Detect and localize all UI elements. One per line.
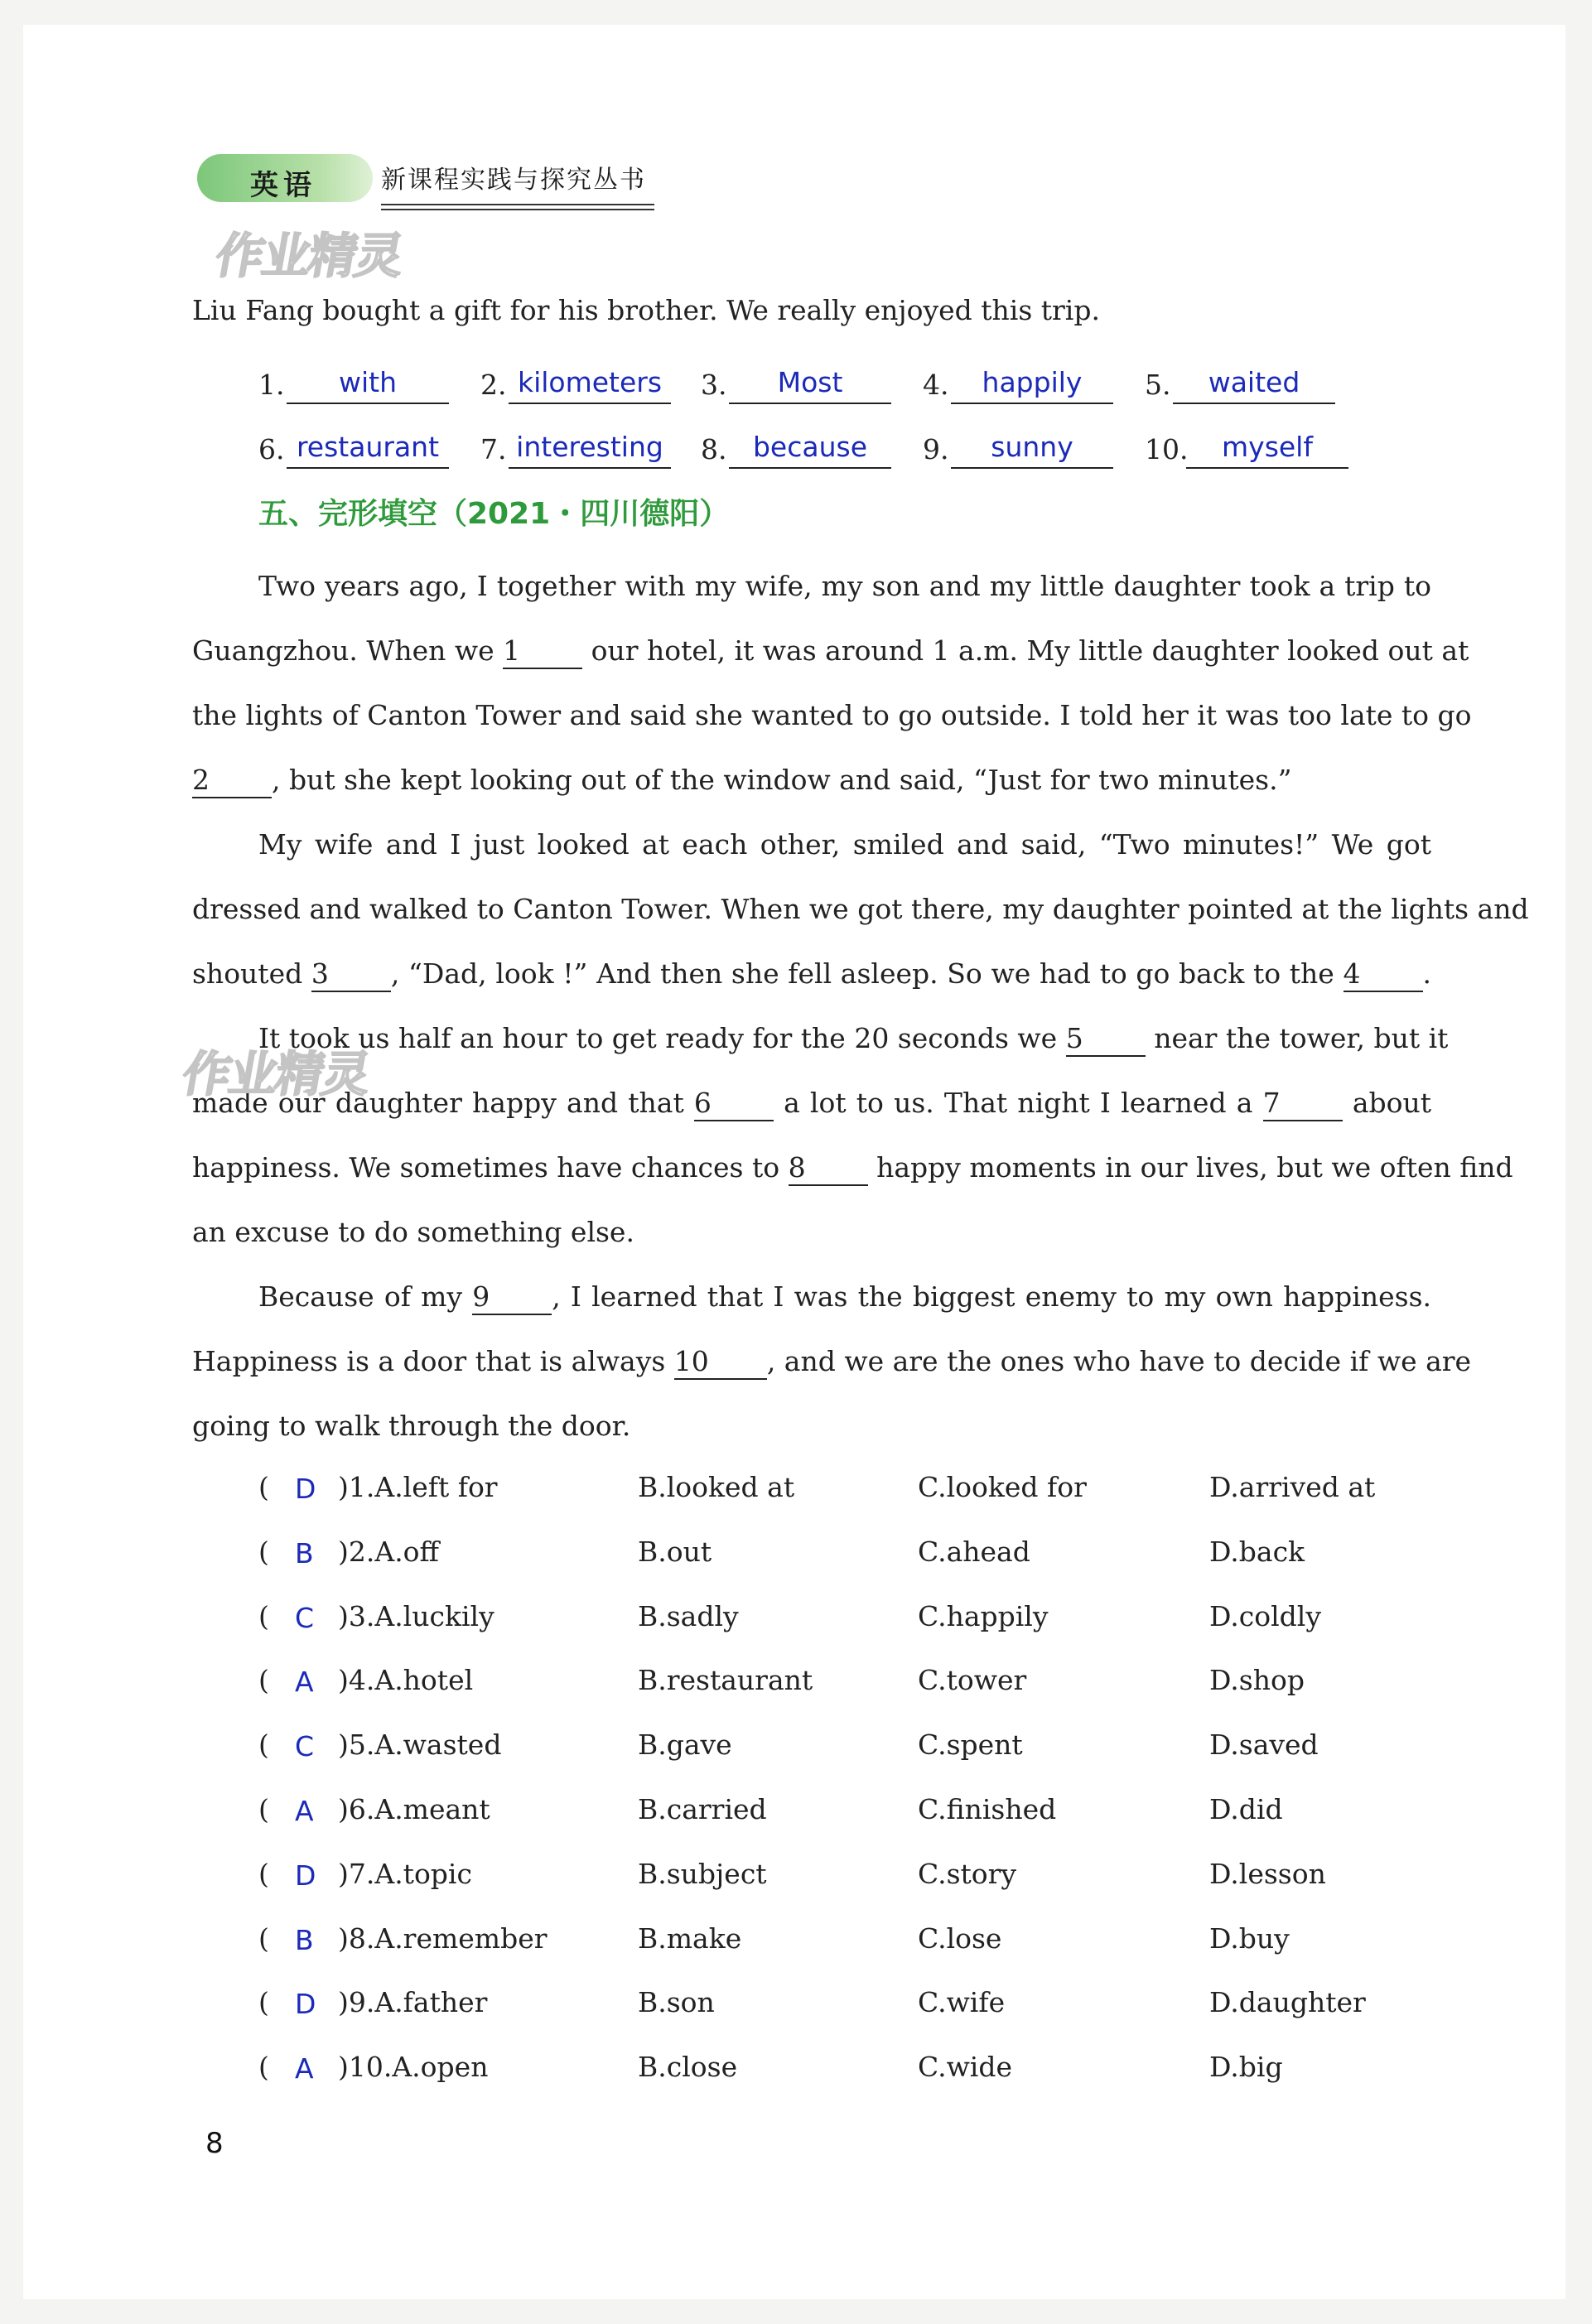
paren-open: ( [258,1986,269,2018]
blank-5: 5 [1066,1025,1146,1057]
option-b: B.make [638,1922,742,1955]
option-b: B.sadly [638,1600,739,1632]
option-c: C.happily [918,1600,1049,1632]
option-b: B.subject [638,1858,767,1890]
passage-line: 2 , but she kept looking out of the window and said, “Just for two minutes.” [192,764,1431,798]
paren-open: ( [258,1858,269,1890]
page-number: 8 [205,2127,224,2160]
fill-answer-text: myself [1222,431,1313,463]
passage-line: made our daughter happy and that 6 a lot to us. That night I learned a 7 about [192,1087,1431,1121]
fill-blank [509,431,671,469]
option-b: B.close [638,2051,738,2083]
fill-blank [287,431,449,469]
option-a: )7.A.topic [338,1858,472,1890]
option-a: )6.A.meant [338,1793,490,1825]
option-c: C.wife [918,1986,1006,2018]
answer-letter: D [295,1473,316,1505]
subject-badge [197,154,373,202]
option-c: C.ahead [918,1536,1030,1568]
answer-letter: D [295,1988,316,2020]
blank-1: 1 [503,637,582,669]
passage-line: an excuse to do something else. [192,1216,634,1248]
option-b: B.restaurant [638,1664,813,1696]
watermark-logo: 作业精灵 [178,1046,374,1102]
fill-answer-text: kilometers [517,366,663,398]
blank-3: 3 [311,960,391,992]
option-b: B.looked at [638,1471,795,1503]
fill-blank [1173,366,1335,404]
fill-answer-text: waited [1208,366,1300,398]
paren-open: ( [258,1536,269,1568]
option-b: B.carried [638,1793,767,1825]
paren-open: ( [258,1600,269,1632]
option-a: )8.A.remember [338,1922,548,1955]
option-c: C.looked for [918,1471,1087,1503]
blank-9: 9 [472,1283,552,1315]
option-a: )4.A.hotel [338,1664,474,1696]
fill-blank [509,366,671,404]
answer-letter: D [295,1859,316,1892]
fill-number: 4. [923,369,949,401]
fill-answer-item [923,364,1113,404]
option-d: D.buy [1209,1922,1290,1955]
fill-blank [1186,431,1348,469]
fill-blank [729,431,891,469]
section-title: 五、完形填空（2021・四川德阳） [258,497,730,531]
intro-line: Liu Fang bought a gift for his brother. We really enjoyed this trip. [192,294,1100,326]
answer-letter: A [295,1795,314,1827]
option-a: )3.A.luckily [338,1600,494,1632]
option-d: D.daughter [1209,1986,1366,2018]
fill-answer-item [701,364,891,404]
option-a: )10.A.open [338,2051,489,2083]
passage-line: dressed and walked to Canton Tower. When we got there, my daughter pointed at the lights and [192,893,1529,925]
answer-letter: C [295,1602,315,1634]
blank-6: 6 [694,1089,774,1121]
option-d: D.saved [1209,1729,1319,1761]
passage-line: going to walk through the door. [192,1410,631,1442]
fill-answer-item [1145,364,1335,404]
option-a: )2.A.off [338,1536,439,1568]
fill-answer-text: happily [982,366,1083,398]
option-c: C.story [918,1858,1017,1890]
option-b: B.out [638,1536,712,1568]
fill-answer-text: sunny [991,431,1073,463]
fill-answer-item [480,364,671,404]
option-d: D.arrived at [1209,1471,1376,1503]
answer-letter: A [295,2052,314,2085]
blank-8: 8 [789,1154,868,1186]
paren-open: ( [258,1664,269,1696]
blank-7: 7 [1263,1089,1343,1121]
paren-open: ( [258,1922,269,1955]
answer-letter: C [295,1730,315,1762]
watermark-logo: 作业精灵 [211,228,408,284]
blank-4: 4 [1344,960,1423,992]
option-a: )1.A.left for [338,1471,498,1503]
blank-10: 10 [674,1348,767,1380]
passage-line: Guangzhou. When we 1 our hotel, it was around 1 a.m. My little daughter looked out at [192,634,1431,669]
fill-answer-item [923,429,1113,469]
fill-answer-item [480,429,671,469]
option-c: C.lose [918,1922,1002,1955]
fill-number: 5. [1145,369,1171,401]
paren-open: ( [258,2051,269,2083]
fill-answer-item [701,429,891,469]
fill-number: 8. [701,433,727,465]
option-b: B.gave [638,1729,732,1761]
series-title: 新课程实践与探究丛书 [381,166,646,195]
passage-line: My wife and I just looked at each other, smiled and said, “Two minutes!” We got [258,828,1431,861]
subject-label: 英语 [250,169,316,202]
fill-number: 6. [258,433,285,465]
fill-blank [951,366,1113,404]
fill-answer-text: Most [777,366,843,398]
passage-line: happiness. We sometimes have chances to 8 happy moments in our lives, but we often find [192,1151,1431,1186]
option-c: C.wide [918,2051,1013,2083]
answer-letter: B [295,1924,314,1956]
fill-answer-text: with [338,366,397,398]
passage-line: It took us half an hour to get ready for the 20 seconds we 5 near the tower, but it [258,1022,1431,1057]
fill-answer-text: restaurant [296,431,440,463]
header-divider [381,204,654,210]
passage-line: the lights of Canton Tower and said she wanted to go outside. I told her it was too late to go [192,699,1472,731]
fill-number: 10. [1145,433,1189,465]
passage-line: Happiness is a door that is always 10 , and we are the ones who have to decide if we are [192,1345,1431,1380]
option-c: C.tower [918,1664,1027,1696]
option-d: D.shop [1209,1664,1305,1696]
option-d: D.lesson [1209,1858,1326,1890]
paren-open: ( [258,1471,269,1503]
option-d: D.did [1209,1793,1283,1825]
fill-number: 2. [480,369,507,401]
passage-line: Two years ago, I together with my wife, my son and my little daughter took a trip to [258,570,1431,602]
fill-answer-item [258,364,449,404]
fill-blank [287,366,449,404]
answer-letter: A [295,1666,314,1698]
answer-letter: B [295,1537,314,1569]
option-d: D.back [1209,1536,1305,1568]
fill-answer-item [1145,429,1335,469]
option-d: D.coldly [1209,1600,1321,1632]
option-c: C.finished [918,1793,1057,1825]
fill-blank [729,366,891,404]
fill-number: 7. [480,433,507,465]
option-c: C.spent [918,1729,1023,1761]
passage-line: Because of my 9 , I learned that I was the biggest enemy to my own happiness. [258,1280,1431,1315]
fill-number: 9. [923,433,949,465]
fill-number: 3. [701,369,727,401]
option-a: )9.A.father [338,1986,488,2018]
paren-open: ( [258,1729,269,1761]
fill-blank [951,431,1113,469]
fill-answer-text: interesting [516,431,663,463]
option-a: )5.A.wasted [338,1729,502,1761]
blank-2: 2 [192,766,272,798]
option-b: B.son [638,1986,715,2018]
option-d: D.big [1209,2051,1283,2083]
fill-answer-item [258,429,449,469]
fill-number: 1. [258,369,285,401]
paren-open: ( [258,1793,269,1825]
fill-answer-text: because [752,431,868,463]
passage-line: shouted 3 , “Dad, look !” And then she fell asleep. So we had to go back to the 4 . [192,957,1431,992]
